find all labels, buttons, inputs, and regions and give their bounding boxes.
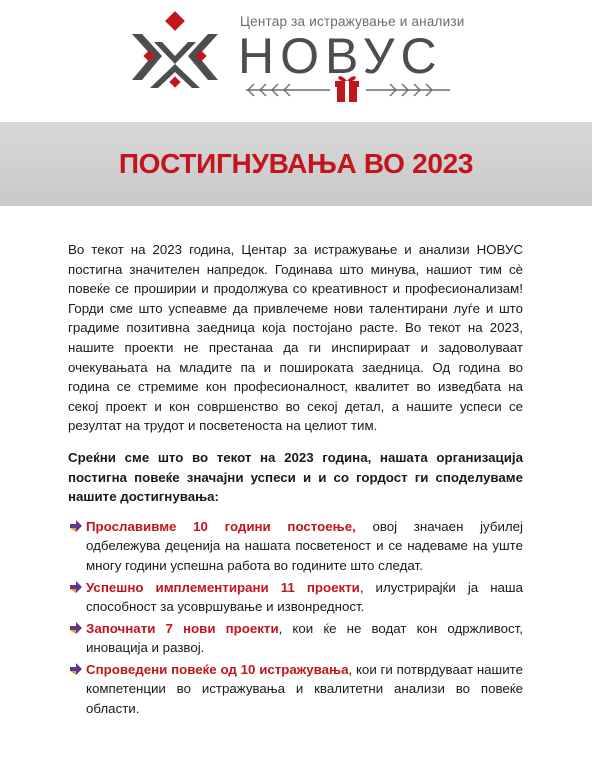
list-item <box>86 660 523 719</box>
document-body <box>68 240 523 721</box>
achievements-list <box>68 517 523 719</box>
achievement-text: , кои ќе не водат кон одржливост, иновација и развој. <box>86 620 523 656</box>
page-title: ПОСТИГНУВАЊА ВО 2023 <box>118 148 474 179</box>
list-item <box>86 517 523 576</box>
logo-name: НОВУС <box>238 28 443 84</box>
achievement-highlight: Успешно имплементирани 11 проекти <box>86 579 360 595</box>
arrow-bullet-icon <box>70 581 82 593</box>
achievement-text: , илустрирајќи ја наша способност за усовршување и извонредност. <box>86 579 523 615</box>
arrow-bullet-icon <box>70 663 82 675</box>
title-banner <box>0 122 592 206</box>
list-item <box>86 578 523 617</box>
achievement-text: , кои ги потврдуваат нашите компетенции во истражувања и квалитетни анализи во повеќе области. <box>86 661 523 717</box>
lead-paragraph: Среќни сме што во текот на 2023 година, нашата организација постигна повеќе значајни успеси и и со гордост ги споделуваме нашите достигнувања: <box>68 449 523 505</box>
achievement-text: овој значаен јубилеј одбележува деценија на нашата посветеност и се надеваме на уште многу години успешна работа во годините што следат. <box>86 518 523 573</box>
arrow-bullet-icon <box>70 520 82 532</box>
achievement-highlight: Спроведени повеќе од 10 истражувања <box>86 661 349 677</box>
list-item <box>86 619 523 658</box>
novus-logo <box>130 8 465 108</box>
logo-tagline: Центар за истражување и анализи <box>240 14 465 29</box>
achievement-highlight: Прославивме 10 години постоење, <box>86 518 356 534</box>
intro-paragraph: Во текот на 2023 година, Центар за истражување и анализи НОВУС постигна значителен напредок. Годинава што минува, нашиот тим сè повеќе се проширии и продолжува со креативност и професионализам! Горди сме што успеавме да привлечеме нови талентирани луѓе и што градиме позитивна заедница која постојано расте. Во текот на 2023, нашите проекти не престанаа да ги инспирираат и задоволуваат очекувањата на младите па и пошироката заедница. Од година во година се стремиме кон професионалност, квалитет во изведбата на секој проект и кон совршенство во секој детал, а нашите успеси се резултат на трудот и посветеноста на целиот тим. <box>68 242 523 434</box>
arrow-bullet-icon <box>70 622 82 634</box>
achievement-highlight: Започнати 7 нови проекти <box>86 620 279 636</box>
